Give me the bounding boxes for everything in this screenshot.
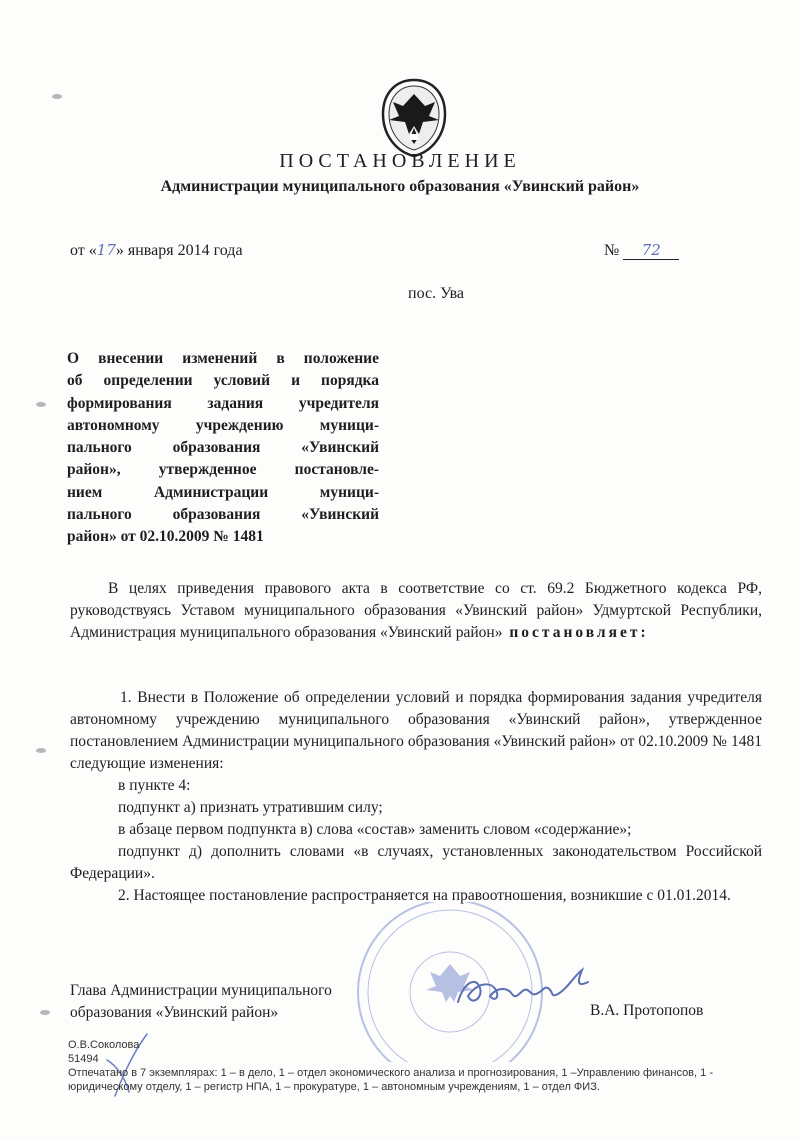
preamble [70,578,762,644]
document-title: ПОСТАНОВЛЕНИЕ [279,150,521,172]
preamble-text: В целях приведения правового акта в соответствие со ст. 69.2 Бюджетного кодекса РФ, руководствуясь Уставом муниципального образования «Увинский район» Удмуртской Республики, Администрация муниципального образования «Увинский район» [70,580,762,641]
subject-block [67,348,379,549]
item-sub-a: подпункт а) признать утратившим силу; [118,799,383,816]
place-line: пос. Ува [408,285,465,302]
footer-notes [68,1038,768,1094]
item-2: 2. Настоящее постановление распространяется на правоотношения, возникшие с 01.01.2014. [118,887,731,904]
date-day: 17 [96,241,116,259]
subject-line: пального образования «Увинский [67,439,379,457]
date-prefix: от « [70,242,97,259]
subject-line: О внесении изменений в положение [67,350,379,367]
position-line-2: образования «Увинский район» [70,1004,279,1021]
signatory-position [70,980,332,1024]
subject-line: автономному учреждению муници- [67,416,379,434]
number-label: № [604,242,620,259]
executor-phone: 51494 [68,1053,99,1065]
distribution-list: Отпечатано в 7 экземплярах: 1 – в дело, 1 – отдел экономического анализа и прогнозирования, 1 –Управлению финансов, 1 - юридическому отделу, 1 – регистр НПА, 1 – прокуратуре, 1 – автономным учреждениям, 1 – отдел ФИЗ. [68,1067,713,1093]
date-line [70,241,243,260]
changes-block [70,687,762,907]
handwritten-signature [450,962,600,1014]
scan-mark [40,1010,50,1015]
subject-line: пального образования «Увинский [67,506,379,524]
subject-line: нием Администрации муници- [67,483,379,501]
item-sub-d: подпункт д) дополнить словами «в случаях, установленных законодательством Российской Федерации». [70,843,762,882]
executor-name: О.В.Соколова [68,1039,140,1051]
signatory-name: В.А. Протопопов [590,1002,704,1019]
document-subtitle: Администрации муниципального образования «Увинский район» [160,178,640,195]
scan-mark [52,94,62,99]
subject-line: район» от 02.10.2009 № 1481 [67,528,264,546]
number-value: 72 [623,241,679,260]
subject-line: об определении условий и порядка [67,372,379,390]
subject-line: формирования задания учредителя [67,394,379,412]
item-point-4: в пункте 4: [118,777,191,794]
resolve-word: постановляет: [502,624,649,641]
coat-of-arms-emblem [375,76,453,158]
date-suffix: » января 2014 года [115,242,243,259]
subject-line: район», утвержденное постановле- [67,461,379,479]
item-sub-b: в абзаце первом подпункта в) слова «состав» заменить словом «содержание»; [118,821,632,838]
preamble-paragraph [70,578,762,644]
position-line-1: Глава Администрации муниципального [70,982,332,999]
document-number [604,241,679,260]
item-1: 1. Внести в Положение об определении условий и порядка формирования задания учредителя автономному учреждению муниципального образования «Увинский район», утвержденное постановлением Администрации муниципального образования «Увинский район» от 02.10.2009 № 1481 следующие изменения: [70,689,762,772]
scan-mark [36,402,46,407]
scan-mark [36,748,46,753]
